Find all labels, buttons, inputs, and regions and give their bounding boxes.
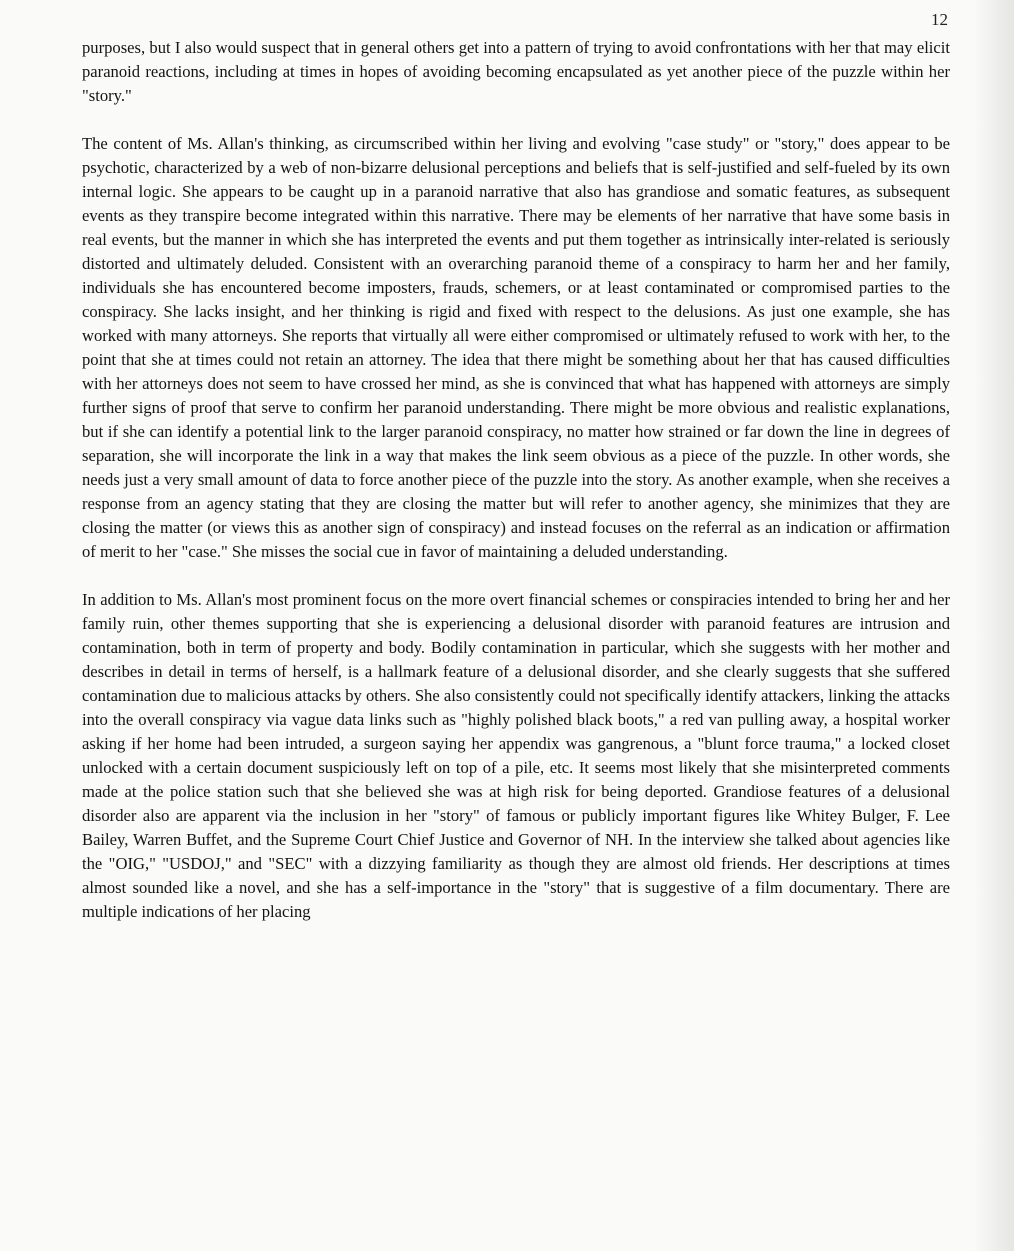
- paragraph-delusional-themes: In addition to Ms. Allan's most prominent focus on the more overt financial schemes or conspiracies intended to bring her and her family ruin, other themes supporting that she is experiencing a delusional disorder with paranoid features are intrusion and contamination, both in term of property and body. Bodily contamination in particular, which she suggests with her mother and describes in detail in terms of herself, is a hallmark feature of a delusional disorder, and she clearly suggests that she suffered contamination due to malicious attacks by others. She also consistently could not specifically identify attackers, linking the attacks into the overall conspiracy via vague data links such as "highly polished black boots," a red van pulling away, a hospital worker asking if her home had been intruded, a surgeon saying her appendix was gangrenous, a "blunt force trauma," a locked closet unlocked with a certain document suspiciously left on top of a pile, etc. It seems most likely that she misinterpreted comments made at the police station such that she believed she was at high risk for being deported. Grandiose features of a delusional disorder also are apparent via the inclusion in her "story" of famous or publicly important figures like Whitey Bulger, F. Lee Bailey, Warren Buffet, and the Supreme Court Chief Justice and Governor of NH. In the interview she talked about agencies like the "OIG," "USDOJ," and "SEC" with a dizzying familiarity as though they are almost old friends. Her descriptions at times almost sounded like a novel, and she has a self-importance in the "story" that is suggestive of a film documentary. There are multiple indications of her placing: [82, 590, 950, 921]
- document-body: [82, 36, 950, 924]
- paragraph-continuation: purposes, but I also would suspect that in general others get into a pattern of trying to avoid confrontations with her that may elicit paranoid reactions, including at times in hopes of avoiding becoming encapsulated as yet another piece of the puzzle within her "story.": [82, 38, 950, 105]
- page-edge-shadow: [974, 0, 1014, 1251]
- page-number: 12: [931, 10, 948, 29]
- paragraph-thinking-content: The content of Ms. Allan's thinking, as circumscribed within her living and evolving "case study" or "story," does appear to be psychotic, characterized by a web of non-bizarre delusional perceptions and beliefs that is self-justified and self-fueled by its own internal logic. She appears to be caught up in a paranoid narrative that also has grandiose and somatic features, as subsequent events as they transpire become integrated within this narrative. There may be elements of her narrative that have some basis in real events, but the manner in which she has interpreted the events and put them together as intrinsically inter-related is seriously distorted and ultimately deluded. Consistent with an overarching paranoid theme of a conspiracy to harm her and her family, individuals she has encountered become imposters, frauds, schemers, or at least contaminated or compromised parties to the conspiracy. She lacks insight, and her thinking is rigid and fixed with respect to the delusions. As just one example, she has worked with many attorneys. She reports that virtually all were either compromised or ultimately refused to work with her, to the point that she at times could not retain an attorney. The idea that there might be something about her that has caused difficulties with her attorneys does not seem to have crossed her mind, as she is convinced that what has happened with attorneys are simply further signs of proof that serve to confirm her paranoid understanding. There might be more obvious and realistic explanations, but if she can identify a potential link to the larger paranoid conspiracy, no matter how strained or far down the line in degrees of separation, she will incorporate the link in a way that makes the link seem obvious as a piece of the puzzle. In other words, she needs just a very small amount of data to force another piece of the puzzle into the story. As another example, when she receives a response from an agency stating that they are closing the matter but will refer to another agency, she minimizes that they are closing the matter (or views this as another sign of conspiracy) and instead focuses on the referral as an indication or affirmation of merit to her "case." She misses the social cue in favor of maintaining a deluded understanding.: [82, 134, 950, 561]
